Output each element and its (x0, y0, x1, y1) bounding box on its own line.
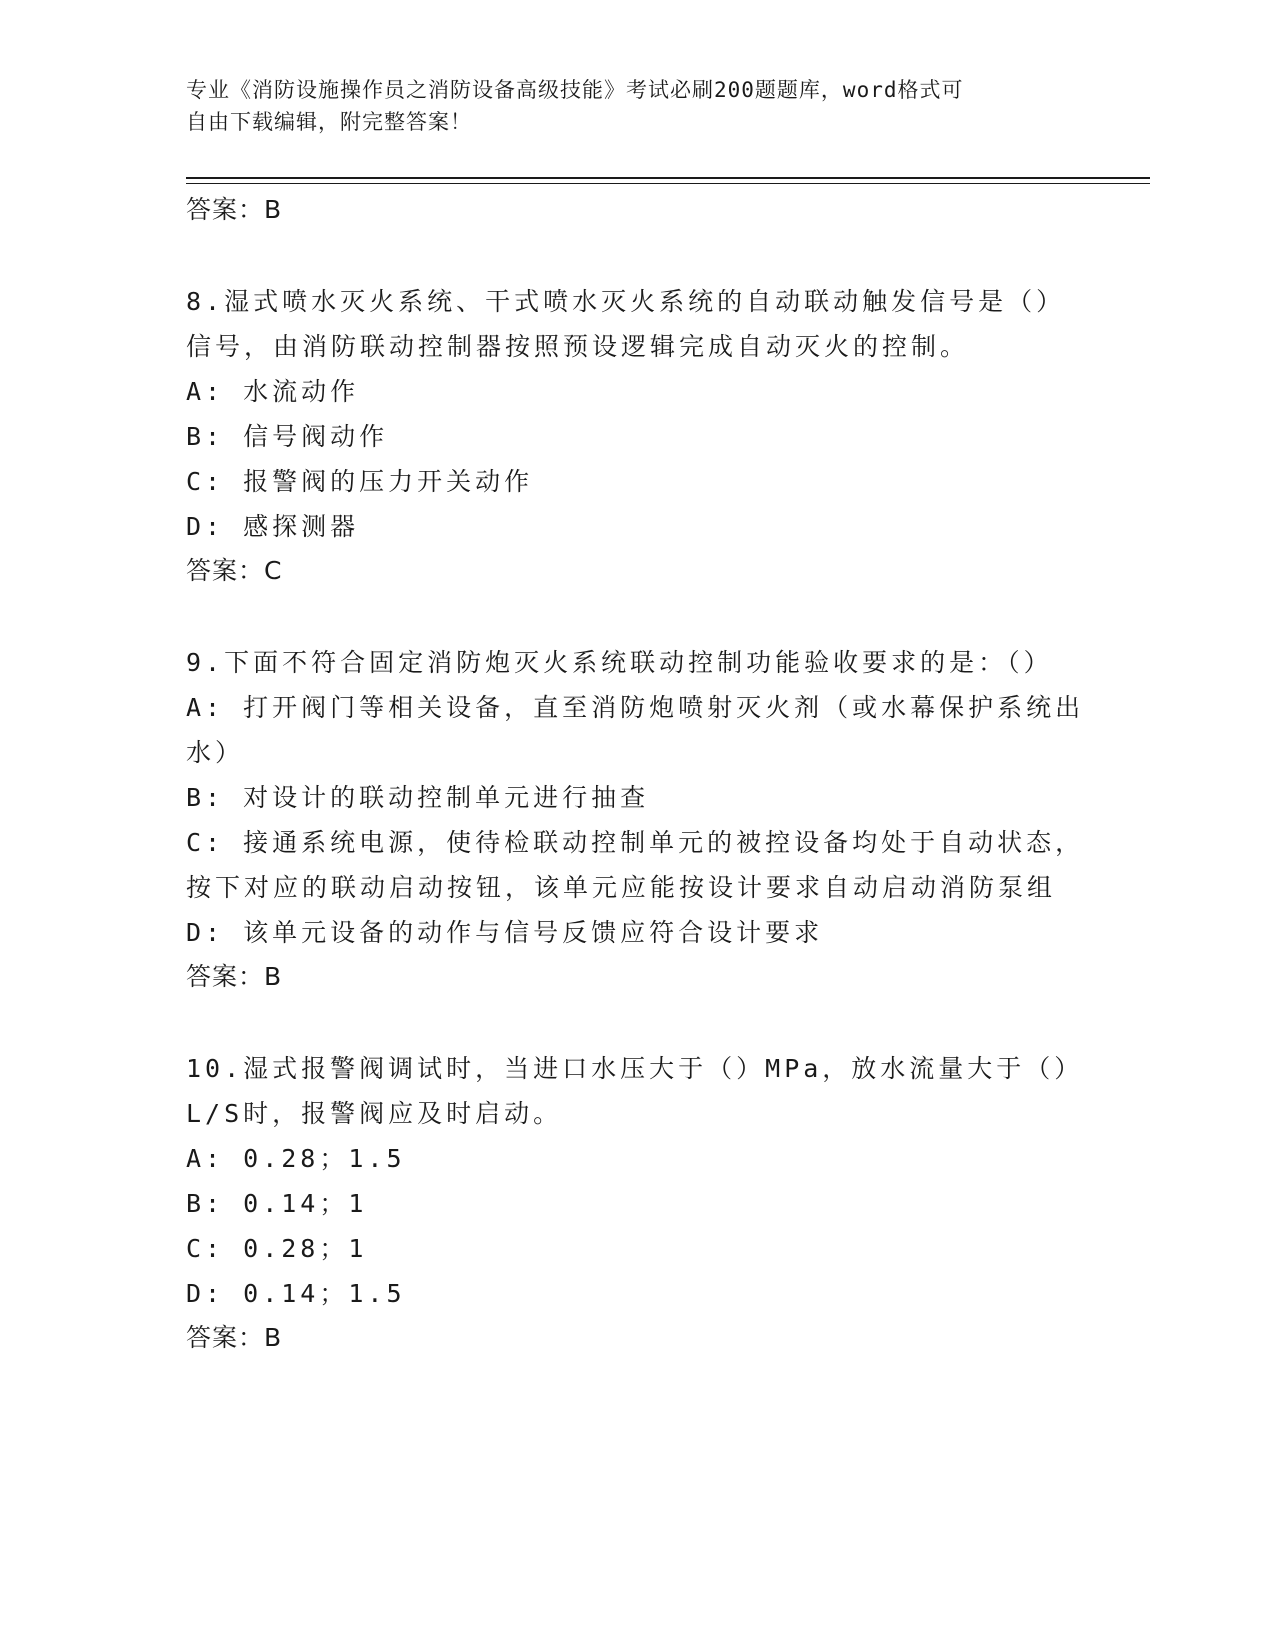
stem-line: 9.下面不符合固定消防炮灭火系统联动控制功能验收要求的是：（） (186, 648, 1053, 677)
question-stem (186, 1046, 1086, 1136)
option-line: A: 0.28；1.5 (186, 1144, 406, 1173)
option-d (186, 910, 1086, 955)
question-stem (186, 640, 1086, 685)
header-rule (186, 177, 1150, 179)
question-9 (186, 640, 1086, 999)
option-line: C: 报警阀的压力开关动作 (186, 467, 534, 496)
stem-line: 8.湿式喷水灭火系统、干式喷水灭火系统的自动联动触发信号是（） (186, 287, 1066, 316)
option-c (186, 820, 1086, 910)
option-d (186, 1271, 1086, 1316)
option-line: D: 感探测器 (186, 512, 360, 541)
question-list (186, 188, 1086, 1360)
answer: 答案：C (186, 556, 283, 585)
option-line: D: 0.14；1.5 (186, 1279, 406, 1308)
previous-answer: 答案：B (186, 195, 283, 224)
option-line: B: 信号阀动作 (186, 422, 389, 451)
option-a (186, 1136, 1086, 1181)
option-line: A: 水流动作 (186, 377, 360, 406)
option-a (186, 369, 1086, 414)
option-line: B: 0.14；1 (186, 1189, 368, 1218)
option-line: C: 0.28；1 (186, 1234, 368, 1263)
question-stem (186, 279, 1086, 369)
stem-line: 10.湿式报警阀调试时，当进口水压大于（）MPa，放水流量大于（） (186, 1054, 1084, 1083)
option-line: D: 该单元设备的动作与信号反馈应符合设计要求 (186, 918, 824, 947)
option-line: 水） (186, 738, 245, 767)
option-line: C: 接通系统电源，使待检联动控制单元的被控设备均处于自动状态， (186, 828, 1085, 857)
option-line: 按下对应的联动启动按钮，该单元应能按设计要求自动启动消防泵组 (186, 873, 1057, 902)
header-rule-thin (186, 183, 1150, 184)
option-c (186, 459, 1086, 504)
option-line: A: 打开阀门等相关设备，直至消防炮喷射灭火剂（或水幕保护系统出 (186, 693, 1085, 722)
stem-line: L/S时，报警阀应及时启动。 (186, 1099, 563, 1128)
option-a (186, 685, 1086, 775)
option-b (186, 775, 1086, 820)
question-10 (186, 1046, 1086, 1360)
option-b (186, 414, 1086, 459)
answer: 答案：B (186, 1323, 283, 1352)
stem-line: 信号，由消防联动控制器按照预设逻辑完成自动灭火的控制。 (186, 332, 970, 361)
option-line: B: 对设计的联动控制单元进行抽查 (186, 783, 650, 812)
question-8 (186, 279, 1086, 593)
header-line: 自由下载编辑，附完整答案！ (186, 110, 472, 134)
option-c (186, 1226, 1086, 1271)
option-b (186, 1181, 1086, 1226)
header-line: 专业《消防设施操作员之消防设备高级技能》考试必刷200题题库，word格式可 (186, 78, 964, 102)
answer: 答案：B (186, 962, 283, 991)
option-d (186, 504, 1086, 549)
page-header (186, 74, 1066, 138)
